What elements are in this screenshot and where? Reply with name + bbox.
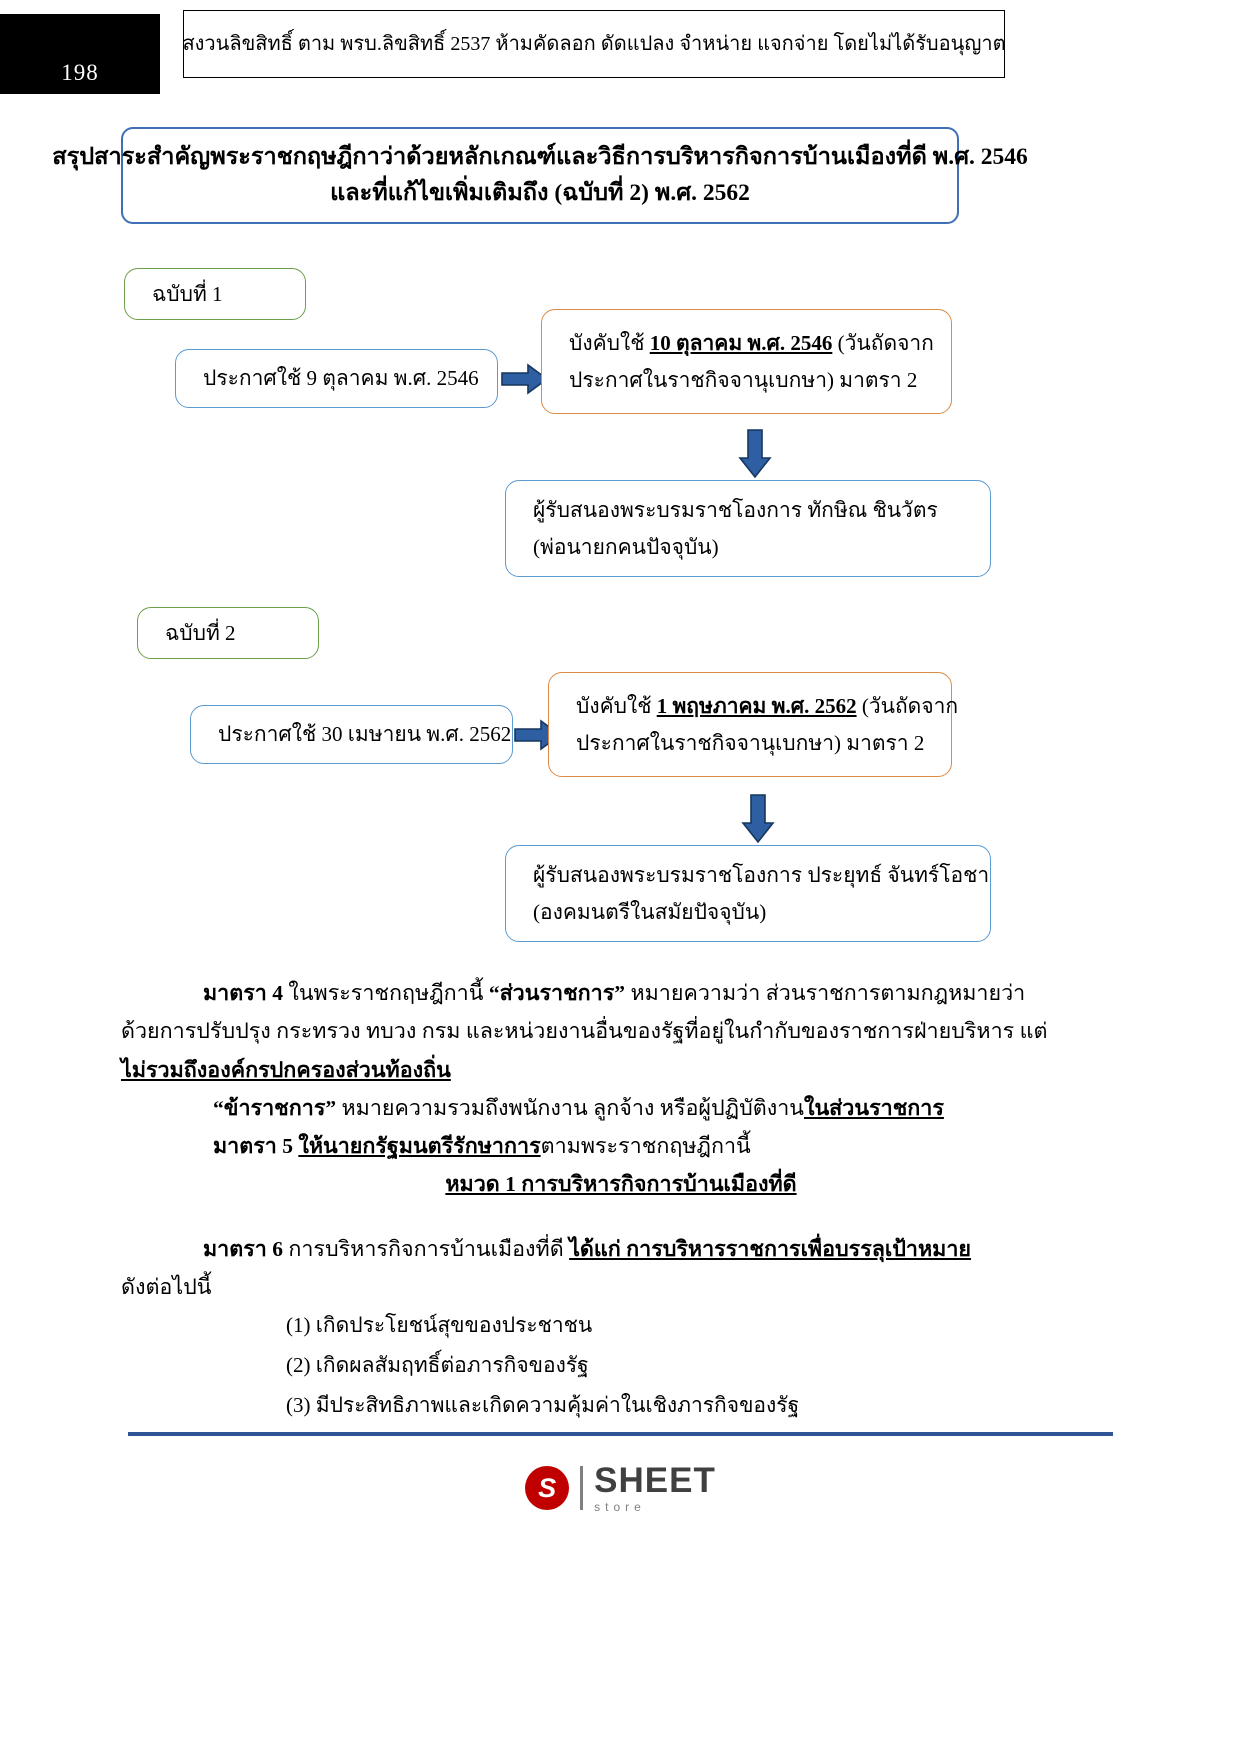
copyright-notice-text: สงวนลิขสิทธิ์ ตาม พรบ.ลิขสิทธิ์ 2537 ห้ามคัดลอก ดัดแปลง จำหน่าย แจกจ่าย โดยไม่ได้รับอนุญาต xyxy=(182,33,1006,55)
edition-2-enforcement-line-1 xyxy=(549,688,959,724)
document-title-box xyxy=(52,127,1028,224)
page-number: 198 xyxy=(61,60,99,85)
edition-2-announced-box xyxy=(190,705,513,764)
section-6-emphasis: ได้แก่ การบริหารราชการเพื่อบรรลุเป้าหมาย xyxy=(569,1236,972,1261)
edition-1-enforcement-line-1 xyxy=(542,325,951,361)
footer-logo xyxy=(0,1463,1241,1513)
section-4-paragraph-line-2: ด้วยการปรับปรุง กระทรวง ทบวง กรม และหน่วยงานอื่นของรัฐที่อยู่ในกำกับของราชการฝ่ายบริหาร แต่ xyxy=(121,1019,1048,1044)
section-4-exclusion: ไม่รวมถึงองค์กรปกครองส่วนท้องถิ่น xyxy=(121,1057,451,1082)
edition-2-countersign-line-2: (องคมนตรีในสมัยปัจจุบัน) xyxy=(533,899,767,924)
arrow-down-icon-1 xyxy=(737,428,773,480)
document-title-line-2: และที่แก้ไขเพิ่มเติมถึง (ฉบับที่ 2) พ.ศ. 2562 xyxy=(330,179,750,206)
footer-divider xyxy=(128,1432,1113,1436)
section-5-label: มาตรา 5 xyxy=(213,1134,299,1159)
edition-2-announced-date: ประกาศใช้ 30 เมษายน พ.ศ. 2562 xyxy=(218,722,512,747)
edition-1-countersign-box xyxy=(505,480,991,577)
edition-2-countersign-box xyxy=(505,845,991,942)
edition-2-enforce-prefix: บังคับใช้ xyxy=(576,694,657,719)
edition-2-label: ฉบับที่ 2 xyxy=(165,620,236,645)
brand-subtitle: store xyxy=(594,1500,646,1514)
copyright-notice-box xyxy=(183,10,1005,78)
chapter-heading: หมวด 1 การบริหารกิจการบ้านเมืองที่ดี xyxy=(445,1172,797,1197)
section-5-emphasis: ให้นายกรัฐมนตรีรักษาการ xyxy=(298,1134,541,1159)
edition-1-label-box xyxy=(124,268,306,320)
edition-1-enforcement-box xyxy=(541,309,952,414)
edition-1-countersign-line-2: (พ่อนายกคนปัจจุบัน) xyxy=(533,534,719,559)
civil-servant-emphasis: ในส่วนราชการ xyxy=(803,1095,944,1120)
logo-wordmark xyxy=(594,1463,716,1513)
edition-2-enforce-date: 1 พฤษภาคม พ.ศ. 2562 xyxy=(656,694,857,719)
list-item: (2) เกิดผลสัมฤทธิ์ต่อภารกิจของรัฐ xyxy=(286,1353,589,1378)
section-6-paragraph xyxy=(121,1230,1121,1268)
list-item: (1) เกิดประโยชน์สุขของประชาชน xyxy=(286,1313,593,1338)
section-5-paragraph xyxy=(121,1127,1121,1165)
edition-1-countersign-line-1: ผู้รับสนองพระบรมราชโองการ ทักษิณ ชินวัตร xyxy=(533,498,938,523)
edition-1-label: ฉบับที่ 1 xyxy=(152,281,223,306)
civil-servant-term: “ข้าราชการ” xyxy=(213,1095,337,1120)
edition-1-enforce-prefix: บังคับใช้ xyxy=(569,331,650,356)
civil-servant-paragraph xyxy=(121,1089,1121,1127)
edition-1-announced-date: ประกาศใช้ 9 ตุลาคม พ.ศ. 2546 xyxy=(203,366,479,391)
sheet-store-logo-icon: S xyxy=(525,1466,569,1510)
brand-name: SHEET xyxy=(594,1461,716,1500)
section-5-text: ตามพระราชกฤษฎีกานี้ xyxy=(540,1134,751,1159)
section-4-text-1: ในพระราชกฤษฎีกานี้ xyxy=(282,981,489,1005)
civil-servant-text: หมายความรวมถึงพนักงาน ลูกจ้าง หรือผู้ปฏิบัติงาน xyxy=(336,1095,804,1120)
edition-2-countersign-line-1: ผู้รับสนองพระบรมราชโองการ ประยุทธ์ จันทร์โอชา xyxy=(533,863,990,888)
list-item: (3) มีประสิทธิภาพและเกิดความคุ้มค่าในเชิงภารกิจของรัฐ xyxy=(286,1392,800,1417)
edition-2-enforcement-box xyxy=(548,672,959,777)
arrow-down-icon-2 xyxy=(740,793,776,845)
section-4-text-2: หมายความว่า ส่วนราชการตามกฎหมายว่า xyxy=(625,981,1026,1005)
edition-1-enforcement-line-2: ประกาศในราชกิจจานุเบกษา) มาตรา 2 xyxy=(569,367,918,392)
section-6-text: การบริหารกิจการบ้านเมืองที่ดี xyxy=(282,1236,570,1261)
edition-1-announced-box xyxy=(175,349,498,408)
chapter-heading-paragraph xyxy=(121,1165,1121,1203)
section-4-paragraph xyxy=(121,974,1121,1012)
section-4-term: “ส่วนราชการ” xyxy=(488,981,626,1005)
logo-divider xyxy=(580,1466,583,1510)
edition-1-enforce-date: 10 ตุลาคม พ.ศ. 2546 xyxy=(649,331,833,356)
body-text-container xyxy=(121,974,1121,1426)
edition-2-label-box xyxy=(137,607,319,659)
edition-2-enforcement-line-2: ประกาศในราชกิจจานุเบกษา) มาตรา 2 xyxy=(576,730,925,755)
edition-2-enforce-suffix: (วันถัดจาก xyxy=(856,694,959,719)
section-6-paragraph-line-2: ดังต่อไปนี้ xyxy=(121,1274,212,1299)
page-number-badge xyxy=(0,14,160,94)
section-4-paragraph-line-3 xyxy=(121,1051,1121,1089)
edition-1-enforce-suffix: (วันถัดจาก xyxy=(832,331,934,356)
section-4-label: มาตรา 4 xyxy=(203,981,283,1005)
section-6-label: มาตรา 6 xyxy=(203,1236,283,1261)
document-title-line-1: สรุปสาระสำคัญพระราชกฤษฎีกาว่าด้วยหลักเกณฑ์และวิธีการบริหารกิจการบ้านเมืองที่ดี พ.ศ. 2546 xyxy=(52,144,1028,171)
